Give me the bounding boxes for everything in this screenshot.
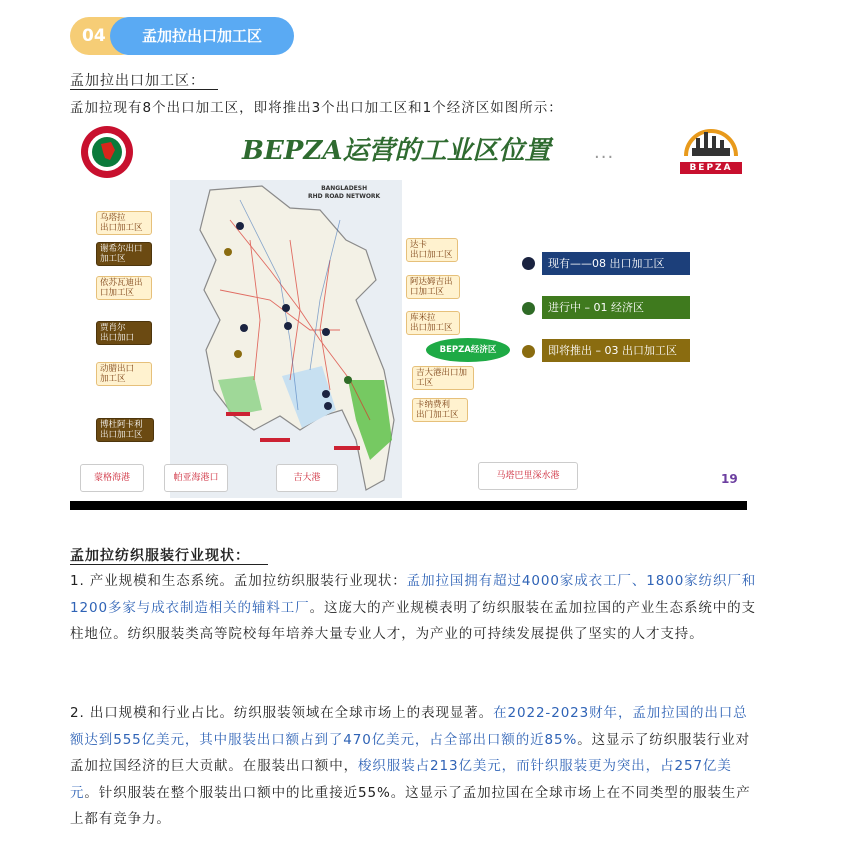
legend-in-progress: 进行中 – 01 经济区	[542, 296, 690, 319]
legend-dot-upcoming	[522, 345, 535, 358]
label-comilla: 库米拉 出口加工区	[406, 311, 460, 335]
bepza-economic-zone-bubble: BEPZA经济区	[426, 338, 510, 362]
legend-existing: 现有——08 出口加工区	[542, 252, 690, 275]
label-ishwardi: 依苏瓦迪出 口加工区	[96, 276, 152, 300]
heading-underline	[70, 89, 218, 90]
p2-rest: 。针织服装在整个服装出口额中的比重接近55%。这显示了孟加拉国在全球市场上在不同类型的服装生产上都有竞争力。	[70, 784, 751, 827]
label-adamjee: 阿达姆吉出 口加工区	[406, 275, 460, 299]
bepza-map-slide	[70, 118, 747, 510]
paragraph-industry-scale	[70, 568, 760, 648]
bangladesh-map	[170, 180, 402, 498]
label-patuakhali: 博杜阿卡利 出口加工区	[96, 418, 154, 442]
bepza-logo	[680, 124, 742, 173]
legend-upcoming: 即将推出 – 03 出口加工区	[542, 339, 690, 362]
p1-intro: 1. 产业规模和生态系统。孟加拉纺织服装行业现状：	[70, 573, 407, 589]
bepza-logo-text: BEPZA	[680, 162, 742, 174]
label-sherpur: 谢希尔出口 加工区	[96, 242, 152, 266]
epz-intro: 孟加拉现有8个出口加工区，即将推出3个出口加工区和1个经济区如图所示：	[70, 100, 563, 116]
legend-dot-existing	[522, 257, 535, 270]
port-mongla: 蒙格海港	[80, 464, 144, 492]
section-badge	[70, 17, 294, 55]
slide-page-number: 19	[721, 472, 738, 486]
label-uttara: 乌塔拉 出口加工区	[96, 211, 152, 235]
p1-highlight: 孟加拉国拥有超过4000家成衣工厂、1800家纺织厂和1200多家与成衣制造相关的辅料工厂	[70, 573, 757, 616]
p1-rest: 。这庞大的产业规模表明了纺织服装在孟加拉国的产业生态系统中的支柱地位。纺织服装类高等院校每年培养大量专业人才，为产业的可持续发展提供了坚实的人才支持。	[70, 599, 756, 642]
epz-heading: 孟加拉出口加工区：	[70, 73, 205, 89]
slide-dots: ...	[594, 142, 615, 163]
label-dhaka: 达卡 出口加工区	[406, 238, 458, 262]
p2-mid: 。这显示了纺织服装行业对孟加拉国经济的巨大贡献。在服装出口额中，	[70, 731, 751, 774]
slide-title: BEPZA运营的工业区位置	[242, 136, 551, 166]
label-mongla: 动腊出口 加工区	[96, 362, 152, 386]
p2-highlight-1: 在2022-2023财年，孟加拉国的出口总额达到555亿美元，其中服装出口额占到了470亿美元，占全部出口额的近85%	[70, 705, 748, 748]
label-karnaphuli: 卡纳费利 出门加工区	[412, 398, 468, 422]
paragraph-export-share	[70, 700, 760, 833]
p2-highlight-2: 梭织服装占213亿美元，而针织服装更为突出，占257亿美元	[70, 758, 732, 801]
label-jessore: 贾肖尔 出口加口	[96, 321, 152, 345]
label-chittagong-epz: 吉大港出口加 工区	[412, 366, 474, 390]
section-title: 孟加拉出口加工区	[110, 17, 294, 55]
map-title: BANGLADESH RHD ROAD NETWORK	[308, 185, 381, 200]
government-emblem-icon	[79, 124, 135, 180]
port-matarbari: 马塔巴里深水港	[478, 462, 578, 490]
port-chittagong: 吉大港	[276, 464, 338, 492]
section-number: 04	[70, 17, 140, 55]
heading2-underline	[70, 564, 268, 565]
p2-intro: 2. 出口规模和行业占比。纺织服装领域在全球市场上的表现显著。	[70, 705, 494, 721]
legend-dot-inprogress	[522, 302, 535, 315]
textile-heading: 孟加拉纺织服装行业现状：	[70, 548, 250, 564]
factory-logo-icon	[680, 124, 742, 158]
port-payra: 帕亚海港口	[164, 464, 228, 492]
slide-bottom-bar	[70, 501, 747, 510]
